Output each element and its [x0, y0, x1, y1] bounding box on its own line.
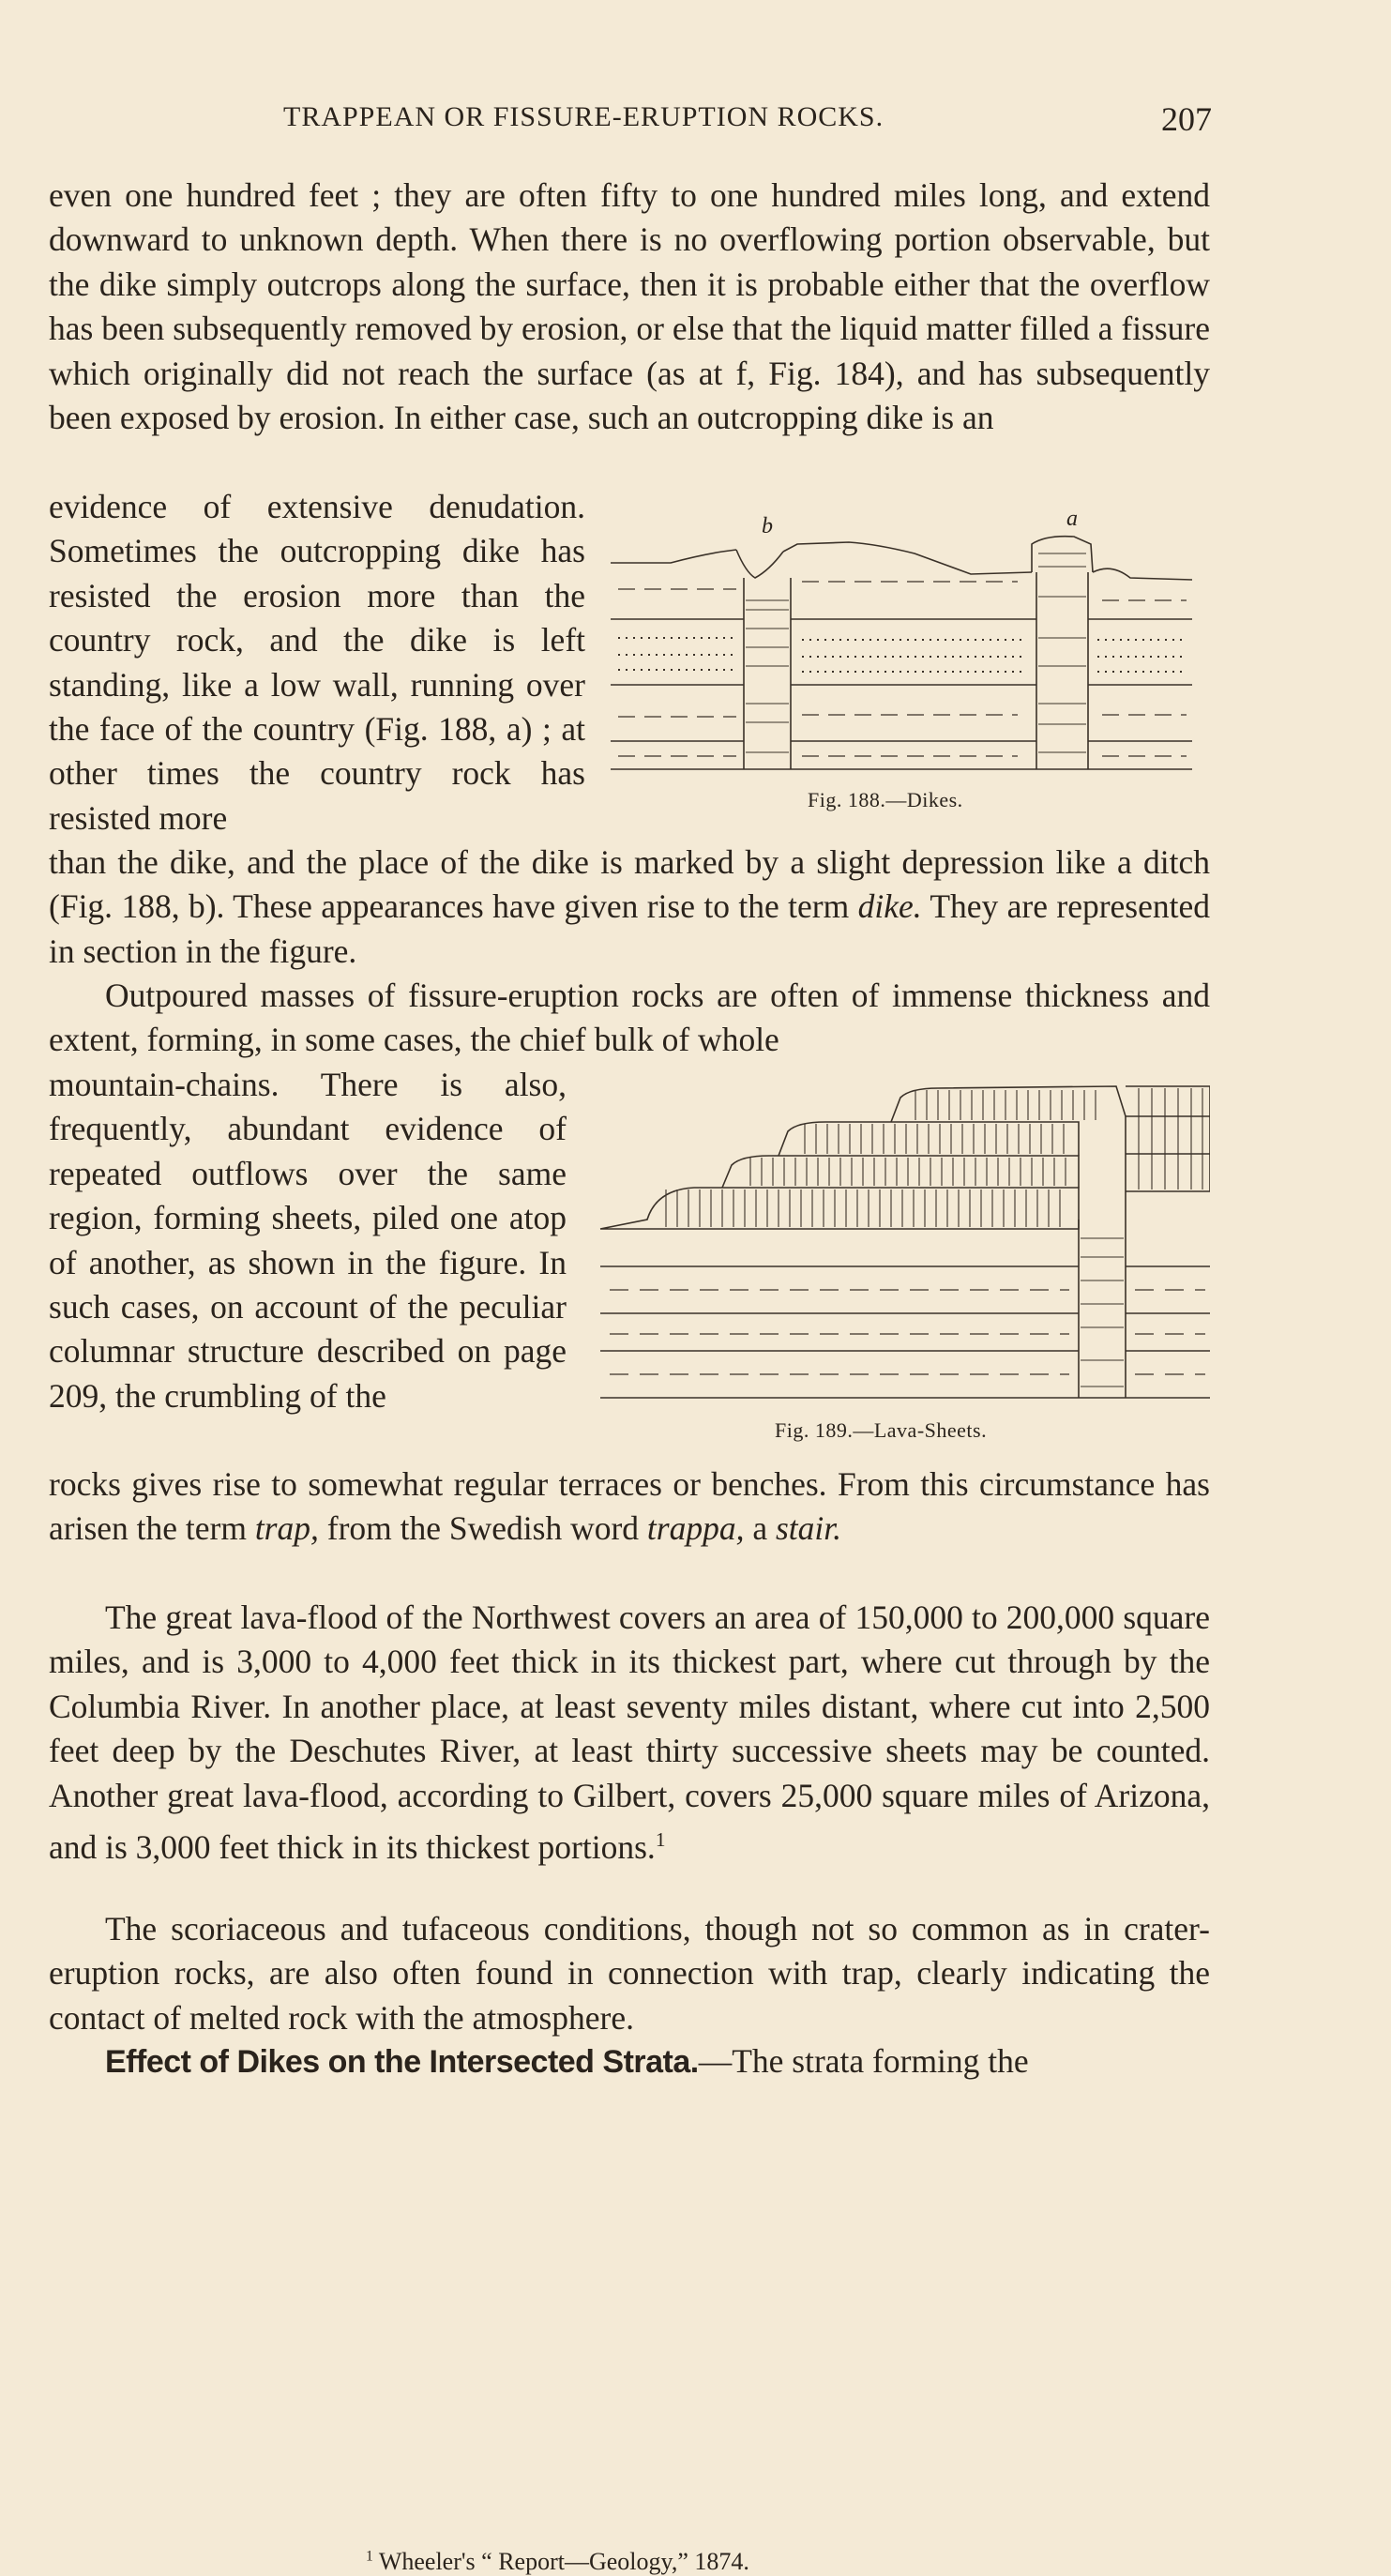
- paragraph-2-wrap: mountain-chains. There is also, frequently, abundant evidence of repeated outflows over the same region, forming sheets, piled one atop of another, as shown in the figure. In such cases, on account of the peculiar columnar structure described on page 209, the crumbling of the: [49, 1066, 567, 1415]
- paragraph-2-full: Outpoured masses of fissure-eruption rocks are often of immense thickness and extent, forming, in some cases, the chief bulk of whole: [49, 977, 1210, 1059]
- figure-188: [605, 507, 1205, 826]
- paragraph-1-full: even one hundred feet ; they are often fifty to one hundred miles long, and extend downward to unknown depth. When there is no overflowing portion observable, but the dike simply outcrops along the surface, then it is probable either that the overflow has been subsequently removed by erosion, or else that the liquid matter filled a fissure which originally did not reach the surface (as at f, Fig. 184), and has subsequently been exposed by erosion. In either case, such an outcropping dike is an: [49, 176, 1210, 437]
- footnote-mark: 1: [366, 2548, 373, 2565]
- footnote-ref: 1: [655, 1828, 666, 1852]
- page-number: 207: [1161, 100, 1212, 138]
- fig188-label-a: a: [1066, 507, 1078, 531]
- fig188-label-b: b: [762, 514, 773, 538]
- term-stair: stair.: [775, 1509, 842, 1548]
- fig188-caption: Fig. 188.—Dikes.: [808, 788, 963, 811]
- para5-text: —The strata forming the: [698, 2042, 1029, 2080]
- para3-text: The great lava-flood of the Northwest covers an area of 150,000 to 200,000 square miles, and is 3,000 to 4,000 feet thick in its thickest part, where cut through by the Columbia River. In another place, at least seventy miles distant, where cut into 2,500 feet deep by the Deschutes River, at least thirty successive sheets may be counted. Another great lava-flood, according to Gilbert, covers 25,000 square miles of Arizona, and is 3,000 feet thick in its thickest portions.: [49, 1599, 1210, 1866]
- para2-tail-text-a: rocks gives rise to somewhat regular terraces or benches. From this circumstance has arisen the term: [49, 1465, 1210, 1548]
- dikes-illustration: [605, 507, 1205, 788]
- paragraph-1-wrap: evidence of extensive denudation. Sometimes the outcropping dike has resisted the erosion more than the country rock, and the dike is left standing, like a low wall, running over the face of the country (Fig. 188, a) ; at other times the country rock has resisted more: [49, 488, 585, 837]
- para1-tail-text-a: than the dike, and the place of the dike is marked by a slight depression like a ditch (Fig. 188, b). These appearances have given rise to the term: [49, 843, 1210, 926]
- figure-189: [591, 1079, 1210, 1445]
- paragraph-5: [49, 2039, 1210, 2084]
- para2-tail-text-b: from the Swedish word: [318, 1509, 647, 1548]
- para1-tail-text-b: They are represented in section in the figure.: [49, 887, 1210, 970]
- paragraph-2-tail: [49, 1462, 1210, 1552]
- footnote: [366, 2548, 749, 2576]
- term-trappa: trappa,: [646, 1509, 745, 1548]
- footnote-text: Wheeler's “ Report—Geology,” 1874.: [372, 2548, 749, 2575]
- page-header: [49, 94, 1212, 141]
- paragraph-1-tail: [49, 841, 1210, 974]
- term-dike: dike.: [857, 887, 922, 926]
- running-title: TRAPPEAN OR FISSURE-ERUPTION ROCKS.: [283, 101, 884, 132]
- paragraph-3: [49, 1596, 1210, 1870]
- lava-sheets-illustration: [591, 1079, 1210, 1407]
- fig189-caption: Fig. 189.—Lava-Sheets.: [775, 1418, 988, 1442]
- paragraph-4: The scoriaceous and tufaceous conditions, though not so common as in crater-eruption rocks, are also often found in connection with trap, clearly indicating the contact of melted rock with the atmosphere.: [49, 1910, 1210, 2037]
- section-heading: Effect of Dikes on the Intersected Strata.: [105, 2044, 699, 2080]
- term-trap: trap,: [254, 1509, 319, 1548]
- para2-tail-text-c: a: [744, 1509, 776, 1548]
